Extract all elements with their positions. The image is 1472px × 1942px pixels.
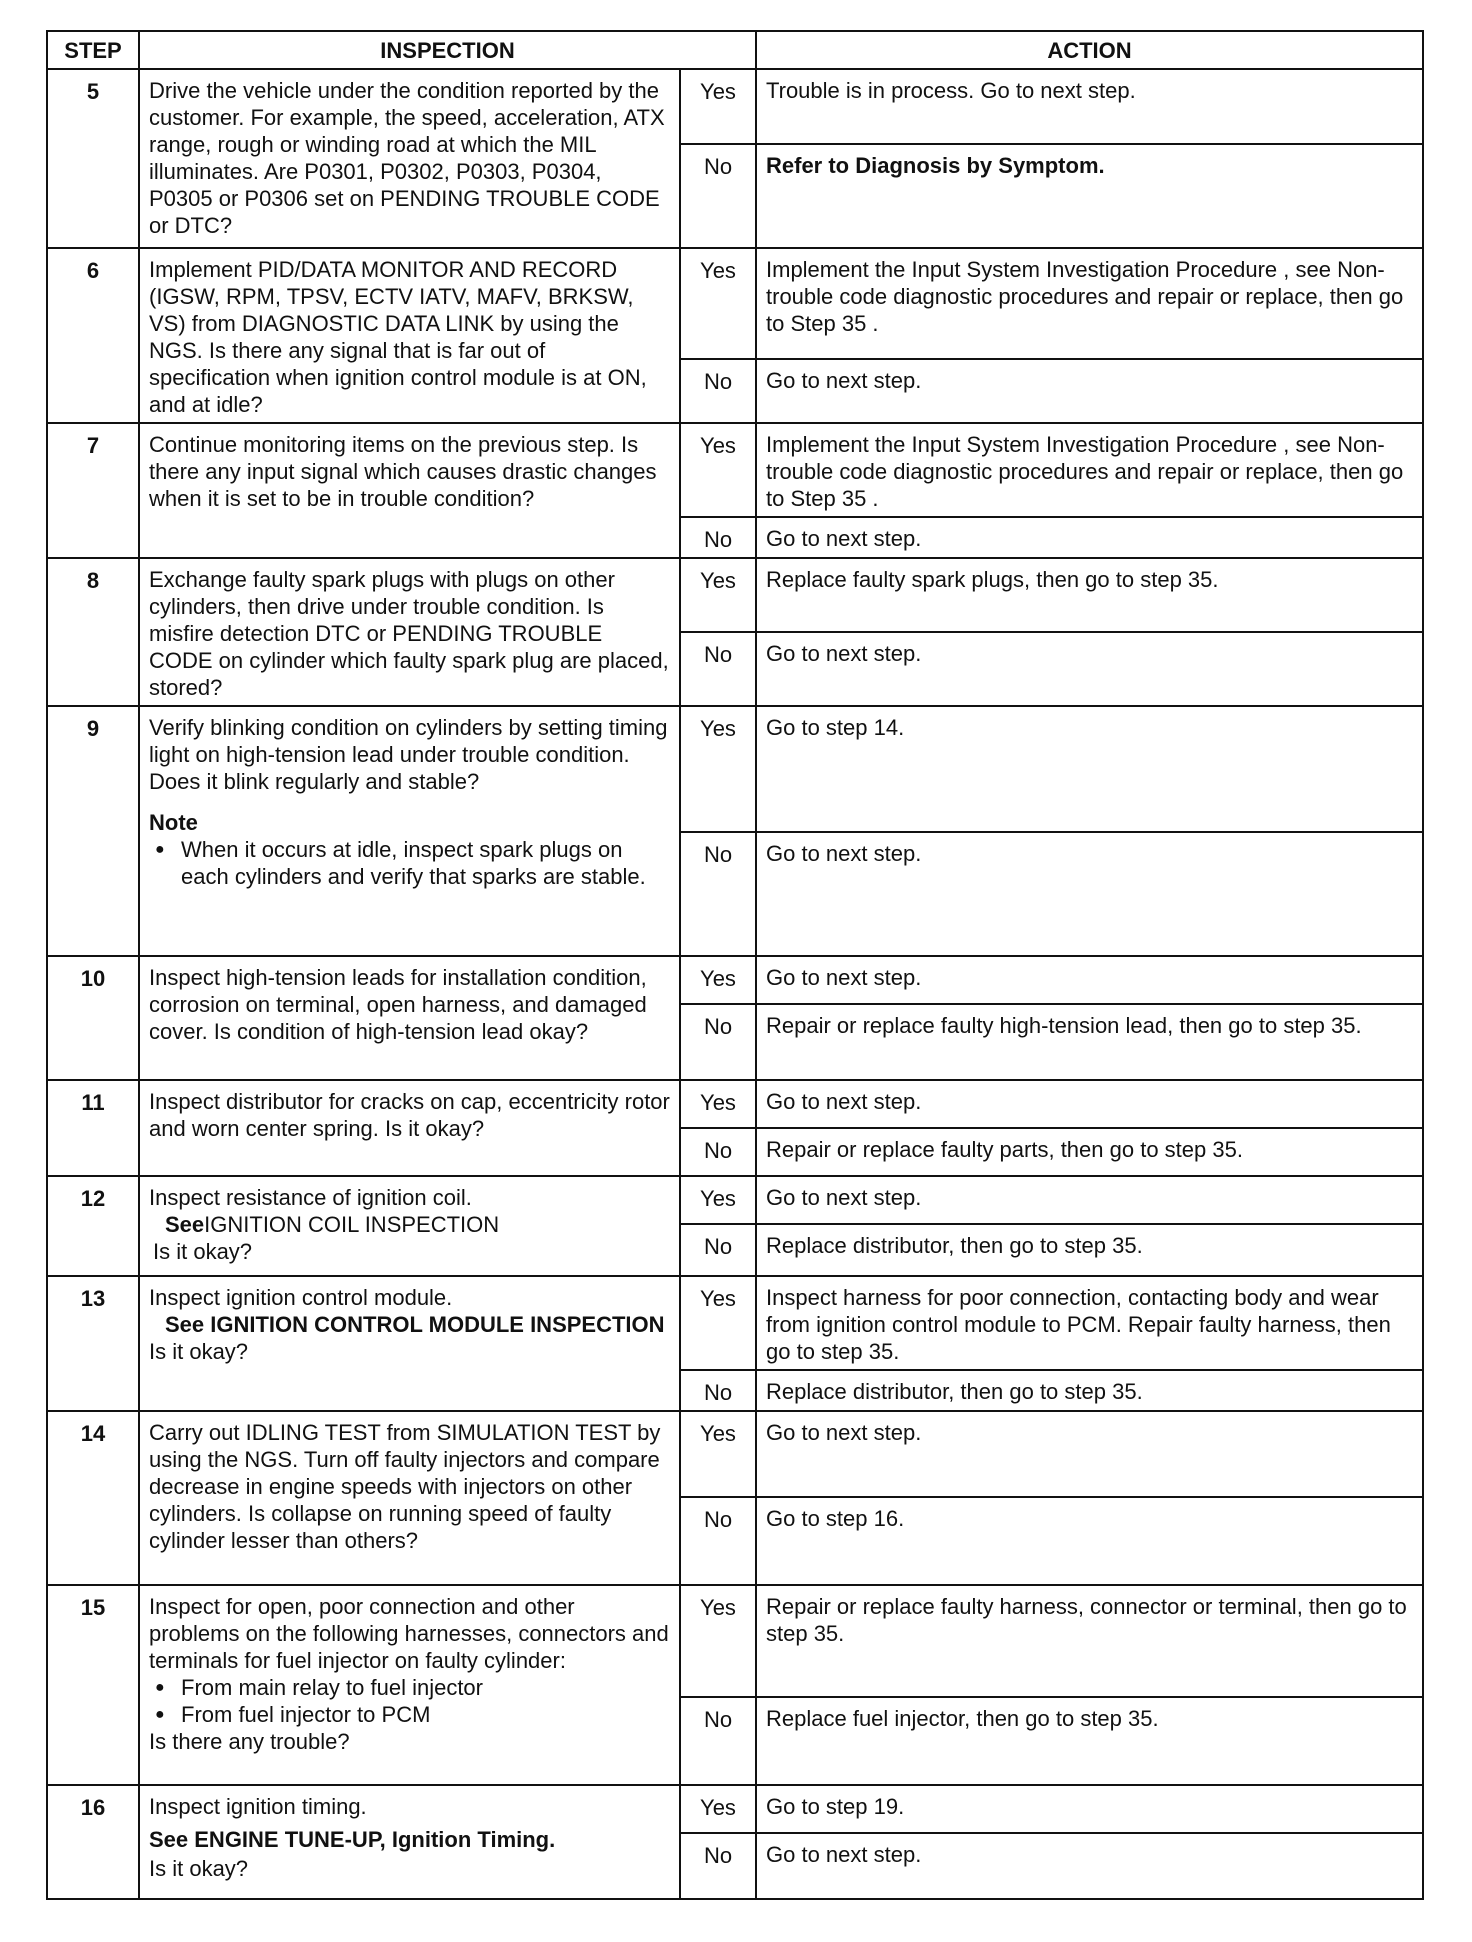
table-row bbox=[47, 1176, 1423, 1224]
no-action: Replace fuel injector, then go to step 35. bbox=[756, 1697, 1423, 1785]
yes-label: Yes bbox=[680, 423, 756, 517]
header-inspection: INSPECTION bbox=[139, 31, 756, 69]
inspection-text: Verify blinking condition on cylinders by setting timing light on high-tension lead under trouble condition. Does it blink regularly and stable? bbox=[149, 715, 668, 794]
step-number: 12 bbox=[47, 1176, 139, 1276]
harness-list bbox=[149, 1674, 670, 1728]
note-title: Note bbox=[149, 810, 198, 835]
inspection-text: Inspect for open, poor connection and other problems on the following harnesses, connectors and terminals for fuel injector on faulty cylinder: bbox=[149, 1594, 669, 1673]
inspection-cell bbox=[139, 1785, 680, 1899]
step-number: 5 bbox=[47, 69, 139, 248]
note-list bbox=[149, 836, 670, 890]
table-row bbox=[47, 1411, 1423, 1497]
no-action: Go to next step. bbox=[756, 832, 1423, 956]
no-action: Replace distributor, then go to step 35. bbox=[756, 1224, 1423, 1276]
no-label: No bbox=[680, 1497, 756, 1585]
diagnostic-table bbox=[46, 30, 1424, 1900]
yes-action: Go to step 19. bbox=[756, 1785, 1423, 1833]
no-action: Refer to Diagnosis by Symptom. bbox=[756, 144, 1423, 248]
yes-label: Yes bbox=[680, 1785, 756, 1833]
step-number: 13 bbox=[47, 1276, 139, 1411]
question-text: Is it okay? bbox=[149, 1856, 249, 1881]
header-step: STEP bbox=[47, 31, 139, 69]
yes-action: Go to next step. bbox=[756, 1411, 1423, 1497]
no-action: Go to next step. bbox=[756, 1833, 1423, 1899]
yes-action: Implement the Input System Investigation Procedure , see Non-trouble code diagnostic procedures and repair or replace, then go to Step 35 . bbox=[756, 423, 1423, 517]
yes-action: Go to next step. bbox=[756, 1176, 1423, 1224]
inspection-text: Drive the vehicle under the condition reported by the customer. For example, the speed, acceleration, ATX range, rough or winding road at which the MIL illuminates. Are P0301, P0302, P0303, P0304, P0305 or P0306 set on PENDING TROUBLE CODE or DTC? bbox=[139, 69, 680, 248]
yes-label: Yes bbox=[680, 558, 756, 632]
yes-label: Yes bbox=[680, 1080, 756, 1128]
no-action: Go to next step. bbox=[756, 517, 1423, 558]
step-number: 9 bbox=[47, 706, 139, 956]
yes-action: Repair or replace faulty harness, connector or terminal, then go to step 35. bbox=[756, 1585, 1423, 1697]
step-number: 7 bbox=[47, 423, 139, 558]
see-text: IGNITION COIL INSPECTION bbox=[204, 1212, 500, 1237]
inspection-text: Inspect high-tension leads for installation condition, corrosion on terminal, open harness, and damaged cover. Is condition of high-tension lead okay? bbox=[139, 956, 680, 1080]
table-row bbox=[47, 1080, 1423, 1128]
no-action: Repair or replace faulty high-tension lead, then go to step 35. bbox=[756, 1004, 1423, 1080]
list-item: ● From fuel injector to PCM bbox=[181, 1701, 670, 1728]
table-row bbox=[47, 558, 1423, 632]
step-number: 16 bbox=[47, 1785, 139, 1899]
no-action: Go to next step. bbox=[756, 632, 1423, 706]
yes-action: Go to next step. bbox=[756, 956, 1423, 1004]
inspection-cell bbox=[139, 1585, 680, 1785]
no-label: No bbox=[680, 144, 756, 248]
inspection-text: Carry out IDLING TEST from SIMULATION TEST by using the NGS. Turn off faulty injectors and compare decrease in engine speeds with injectors on other cylinders. Is collapse on running speed of faulty cylinder lesser than others? bbox=[139, 1411, 680, 1585]
yes-action: Replace faulty spark plugs, then go to step 35. bbox=[756, 558, 1423, 632]
header-action: ACTION bbox=[756, 31, 1423, 69]
yes-label: Yes bbox=[680, 1276, 756, 1370]
question-text: Is there any trouble? bbox=[149, 1729, 350, 1754]
inspection-cell bbox=[139, 1276, 680, 1411]
inspection-cell bbox=[139, 1176, 680, 1276]
table-row bbox=[47, 1585, 1423, 1697]
table-row bbox=[47, 1276, 1423, 1370]
inspection-text: Inspect distributor for cracks on cap, eccentricity rotor and worn center spring. Is it okay? bbox=[139, 1080, 680, 1176]
inspection-text: Exchange faulty spark plugs with plugs on other cylinders, then drive under trouble condition. Is misfire detection DTC or PENDING TROUBLE CODE on cylinder which faulty spark plug are placed, stored? bbox=[139, 558, 680, 706]
step-number: 10 bbox=[47, 956, 139, 1080]
no-label: No bbox=[680, 359, 756, 423]
step-number: 8 bbox=[47, 558, 139, 706]
no-action: Replace distributor, then go to step 35. bbox=[756, 1370, 1423, 1411]
no-label: No bbox=[680, 1697, 756, 1785]
diagnostic-table-page bbox=[46, 30, 1422, 1900]
yes-label: Yes bbox=[680, 1411, 756, 1497]
yes-label: Yes bbox=[680, 248, 756, 359]
no-label: No bbox=[680, 832, 756, 956]
see-reference: See ENGINE TUNE-UP, Ignition Timing. bbox=[149, 1827, 556, 1852]
step-number: 6 bbox=[47, 248, 139, 423]
no-action: Go to step 16. bbox=[756, 1497, 1423, 1585]
inspection-text: Implement PID/DATA MONITOR AND RECORD (IGSW, RPM, TPSV, ECTV IATV, MAFV, BRKSW, VS) from DIAGNOSTIC DATA LINK by using the NGS. Is there any signal that is far out of specification when ignition control module is at ON, and at idle? bbox=[139, 248, 680, 423]
yes-label: Yes bbox=[680, 956, 756, 1004]
inspection-text: Inspect ignition control module. bbox=[149, 1285, 453, 1310]
yes-action: Go to next step. bbox=[756, 1080, 1423, 1128]
yes-action: Trouble is in process. Go to next step. bbox=[756, 69, 1423, 144]
table-row bbox=[47, 956, 1423, 1004]
no-action: Repair or replace faulty parts, then go to step 35. bbox=[756, 1128, 1423, 1176]
inspection-cell bbox=[139, 706, 680, 956]
yes-action: Implement the Input System Investigation Procedure , see Non-trouble code diagnostic procedures and repair or replace, then go to Step 35 . bbox=[756, 248, 1423, 359]
inspection-text: Inspect resistance of ignition coil. bbox=[149, 1185, 472, 1210]
question-text: Is it okay? bbox=[153, 1239, 253, 1264]
see-reference bbox=[149, 1211, 670, 1238]
table-row bbox=[47, 706, 1423, 832]
table-row bbox=[47, 248, 1423, 359]
list-item: ● From main relay to fuel injector bbox=[181, 1674, 670, 1701]
table-row bbox=[47, 69, 1423, 144]
step-number: 11 bbox=[47, 1080, 139, 1176]
yes-label: Yes bbox=[680, 706, 756, 832]
inspection-text: Inspect ignition timing. bbox=[149, 1794, 367, 1819]
no-label: No bbox=[680, 1224, 756, 1276]
yes-label: Yes bbox=[680, 1176, 756, 1224]
question-text: Is it okay? bbox=[149, 1339, 249, 1364]
inspection-text: Continue monitoring items on the previous step. Is there any input signal which causes drastic changes when it is set to be in trouble condition? bbox=[139, 423, 680, 558]
yes-action: Go to step 14. bbox=[756, 706, 1423, 832]
no-label: No bbox=[680, 1004, 756, 1080]
no-label: No bbox=[680, 1370, 756, 1411]
no-label: No bbox=[680, 1833, 756, 1899]
see-reference: See IGNITION CONTROL MODULE INSPECTION bbox=[165, 1312, 665, 1337]
note-item: ● When it occurs at idle, inspect spark plugs on each cylinders and verify that sparks are stable. bbox=[181, 836, 670, 890]
step-number: 14 bbox=[47, 1411, 139, 1585]
no-action: Go to next step. bbox=[756, 359, 1423, 423]
header-row bbox=[47, 31, 1423, 69]
no-label: No bbox=[680, 517, 756, 558]
see-prefix: See bbox=[165, 1212, 205, 1237]
yes-label: Yes bbox=[680, 69, 756, 144]
table-row bbox=[47, 1785, 1423, 1833]
no-label: No bbox=[680, 1128, 756, 1176]
yes-action: Inspect harness for poor connection, contacting body and wear from ignition control module to PCM. Repair faulty harness, then go to step 35. bbox=[756, 1276, 1423, 1370]
table-row bbox=[47, 423, 1423, 517]
yes-label: Yes bbox=[680, 1585, 756, 1697]
no-label: No bbox=[680, 632, 756, 706]
step-number: 15 bbox=[47, 1585, 139, 1785]
